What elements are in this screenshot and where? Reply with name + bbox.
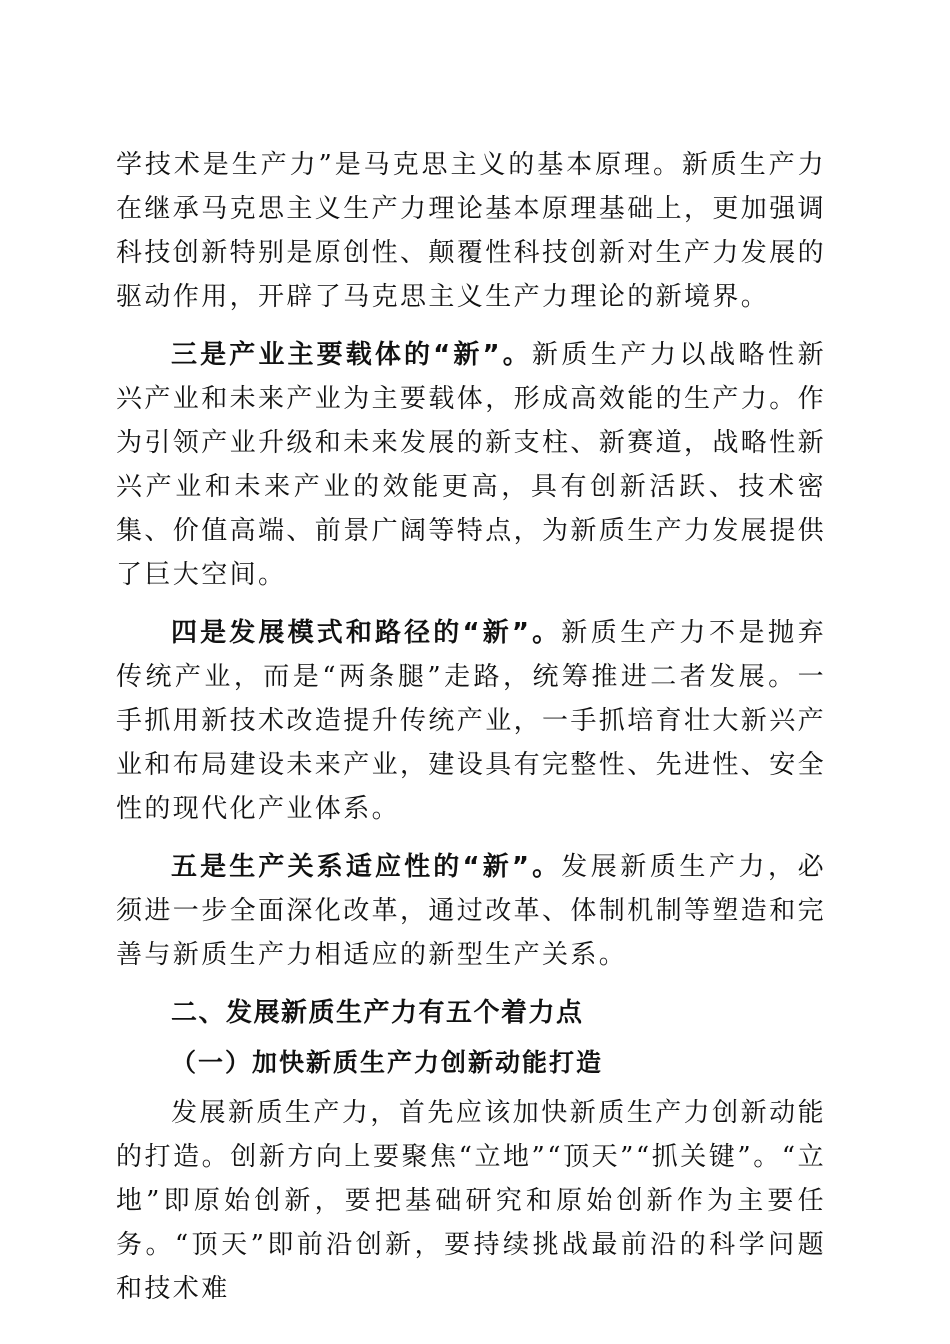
paragraph-lead: 四是发展模式和路径的“新”。 <box>171 618 562 648</box>
paragraph-text: 新质生产力不是抛弃传统产业，而是“两条腿”走路，统筹推进二者发展。一手抓用新技术改造提升传统产业，一手抓培育壮大新兴产业和布局建设未来产业，建设具有完整性、先进性、安全性的现代化产业体系。 <box>116 618 827 824</box>
paragraph-lead: 五是生产关系适应性的“新”。 <box>171 852 562 882</box>
paragraph-innovation-momentum: 发展新质生产力，首先应该加快新质生产力创新动能的打造。创新方向上要聚焦“立地”“顶天”“抓关键”。“立地”即原始创新，要把基础研究和原始创新作为主要任务。“顶天”即前沿创新，要持续挑战最前沿的科学问题和技术难 <box>116 1098 826 1304</box>
paragraph-text: 新质生产力以战略性新兴产业和未来产业为主要载体，形成高效能的生产力。作为引领产业升级和未来发展的新支柱、新赛道，战略性新兴产业和未来产业的效能更高，具有创新活跃、技术密集、价值高端、前景广阔等特点，为新质生产力发展提供了巨大空间。 <box>116 340 827 590</box>
subsection-heading: （一）加快新质生产力创新动能打造 <box>171 1048 604 1077</box>
paragraph-industry-carrier <box>116 333 826 597</box>
paragraph-text: 发展新质生产力，必须进一步全面深化改革，通过改革、体制机制等塑造和完善与新质生产力相适应的新型生产关系。 <box>116 852 827 970</box>
paragraph-lead: 三是产业主要载体的“新”。 <box>171 340 532 370</box>
paragraph-production-relations <box>116 845 826 977</box>
paragraph-continuation: 学技术是生产力”是马克思主义的基本原理。新质生产力在继承马克思主义生产力理论基本原理基础上，更加强调科技创新特别是原创性、颠覆性科技创新对生产力发展的驱动作用，开辟了马克思主义生产力理论的新境界。 <box>116 150 827 312</box>
paragraph-development-mode <box>116 611 826 831</box>
document-body <box>116 143 826 1325</box>
section-heading: 二、发展新质生产力有五个着力点 <box>171 998 584 1028</box>
